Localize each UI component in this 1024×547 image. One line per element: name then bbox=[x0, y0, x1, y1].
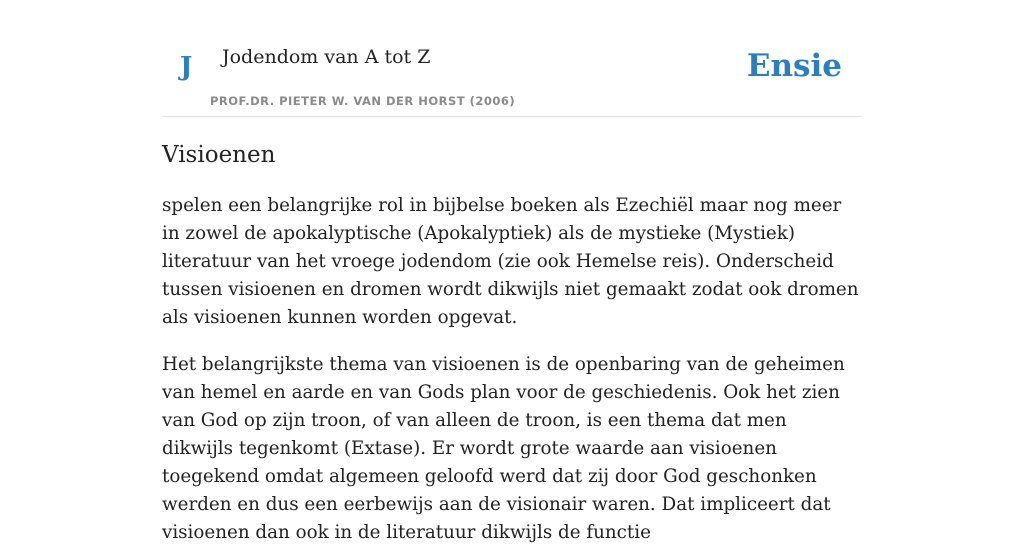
entry-paragraph-2: Het belangrijkste thema van visioenen is de openbaring van de geheimen van hemel en aarde en van Gods plan voor de geschiedenis. Ook het zien van God op zijn troon, of van alleen de troon, is een thema dat men dikwijls tegenkomt (Extase). Er wordt grote waarde aan visioenen toegekend omdat algemeen geloofd werd dat zij door God geschonken werden en dus een eerbewijs aan de visionair waren. Dat impliceert dat visioenen dan ook in de literatuur dikwijls de functie bbox=[162, 354, 845, 543]
book-title-link[interactable]: Jodendom van A tot Z bbox=[222, 46, 431, 68]
entry-paragraph-1: spelen een belangrijke rol in bijbelse boeken als Ezechiël maar nog meer in zowel de apokalyptische (Apokalyptiek) als de mystieke (Mystiek) literatuur van het vroege jodendom (zie ook Hemelse reis). Onderscheid tussen visioenen en dromen wordt dikwijls niet gemaakt zodat ook dromen als visioenen kunnen worden opgevat. bbox=[162, 195, 859, 328]
book-logo[interactable]: J bbox=[180, 52, 193, 82]
brand-logo-link[interactable]: Ensie bbox=[746, 48, 842, 84]
book-header bbox=[162, 0, 862, 117]
entry-content bbox=[162, 138, 862, 547]
entry-title: Visioenen bbox=[162, 142, 276, 168]
book-author: PROF.DR. PIETER W. VAN DER HORST (2006) bbox=[210, 94, 516, 108]
